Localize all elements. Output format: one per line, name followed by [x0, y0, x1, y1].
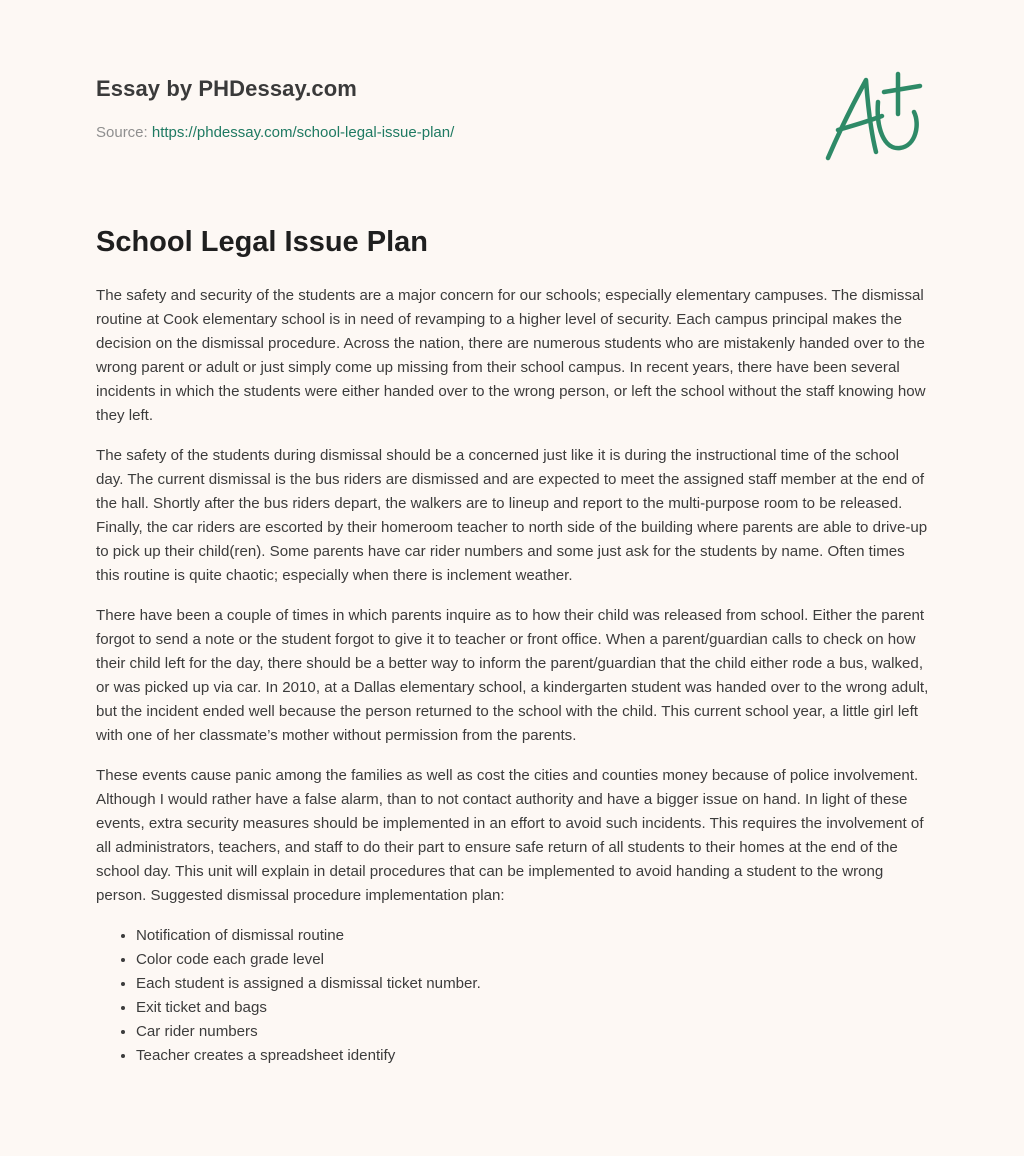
essay-content [96, 284, 930, 1068]
procedure-list [96, 924, 930, 1068]
list-item: • Car rider numbers [136, 1020, 930, 1044]
list-item: • Color code each grade level [136, 948, 930, 972]
site-title: Essay by PHDessay.com [96, 76, 357, 101]
a-plus-logo [824, 68, 928, 164]
essay-paragraph: The safety of the students during dismissal should be a concerned just like it is during the instructional time of the school day. The current dismissal is the bus riders are dismissed and are expected to meet the assigned staff member at the end of the hall. Shortly after the bus riders depart, the walkers are to lineup and report to the multi-purpose room to be released. Finally, the car riders are escorted by their homeroom teacher to north side of the building where parents are able to drive-up to pick up their child(ren). Some parents have car rider numbers and some just ask for the students by name. Often times this routine is quite chaotic; especially when there is inclement weather. [96, 447, 928, 584]
list-item: • Exit ticket and bags [136, 996, 930, 1020]
source-line [96, 124, 454, 141]
essay-paragraph: These events cause panic among the families as well as cost the cities and counties money because of police involvement. Although I would rather have a false alarm, than to not contact authority and have a bigger issue on hand. In light of these events, extra security measures should be implemented in an effort to avoid such incidents. This requires the involvement of all administrators, teachers, and staff to do their part to ensure safe return of all students to their homes at the end of the school day. This unit will explain in detail procedures that can be implemented to avoid handing a student to the wrong person. Suggested dismissal procedure implementation plan: [96, 767, 924, 904]
page-header [96, 0, 928, 190]
source-label: Source: [96, 124, 152, 141]
essay-paragraph: The safety and security of the students are a major concern for our schools; especially elementary campuses. The dismissal routine at Cook elementary school is in need of revamping to a higher level of security. Each campus principal makes the decision on the dismissal procedure. Across the nation, there are numerous students who are mistakenly handed over to the wrong parent or adult or just simply come up missing from their school campus. In recent years, there have been several incidents in which the students were either handed over to the wrong person, or left the school without the staff knowing how they left. [96, 287, 926, 424]
list-item: • Notification of dismissal routine [136, 924, 930, 948]
list-item: • Teacher creates a spreadsheet identify [136, 1044, 930, 1068]
essay-title: School Legal Issue Plan [96, 226, 428, 258]
list-item: • Each student is assigned a dismissal ticket number. [136, 972, 930, 996]
source-link[interactable]: https://phdessay.com/school-legal-issue-plan/ [151, 124, 455, 141]
essay-paragraph: There have been a couple of times in which parents inquire as to how their child was released from school. Either the parent forgot to send a note or the student forgot to give it to teacher or front office. When a parent/guardian calls to check on how their child left for the day, there should be a better way to inform the parent/guardian that the child either rode a bus, walked, or was picked up via car. In 2010, at a Dallas elementary school, a kindergarten student was handed over to the wrong adult, but the incident ended well because the person returned to the school with the child. This current school year, a little girl left with one of her classmate’s mother without permission from the parents. [96, 607, 929, 744]
